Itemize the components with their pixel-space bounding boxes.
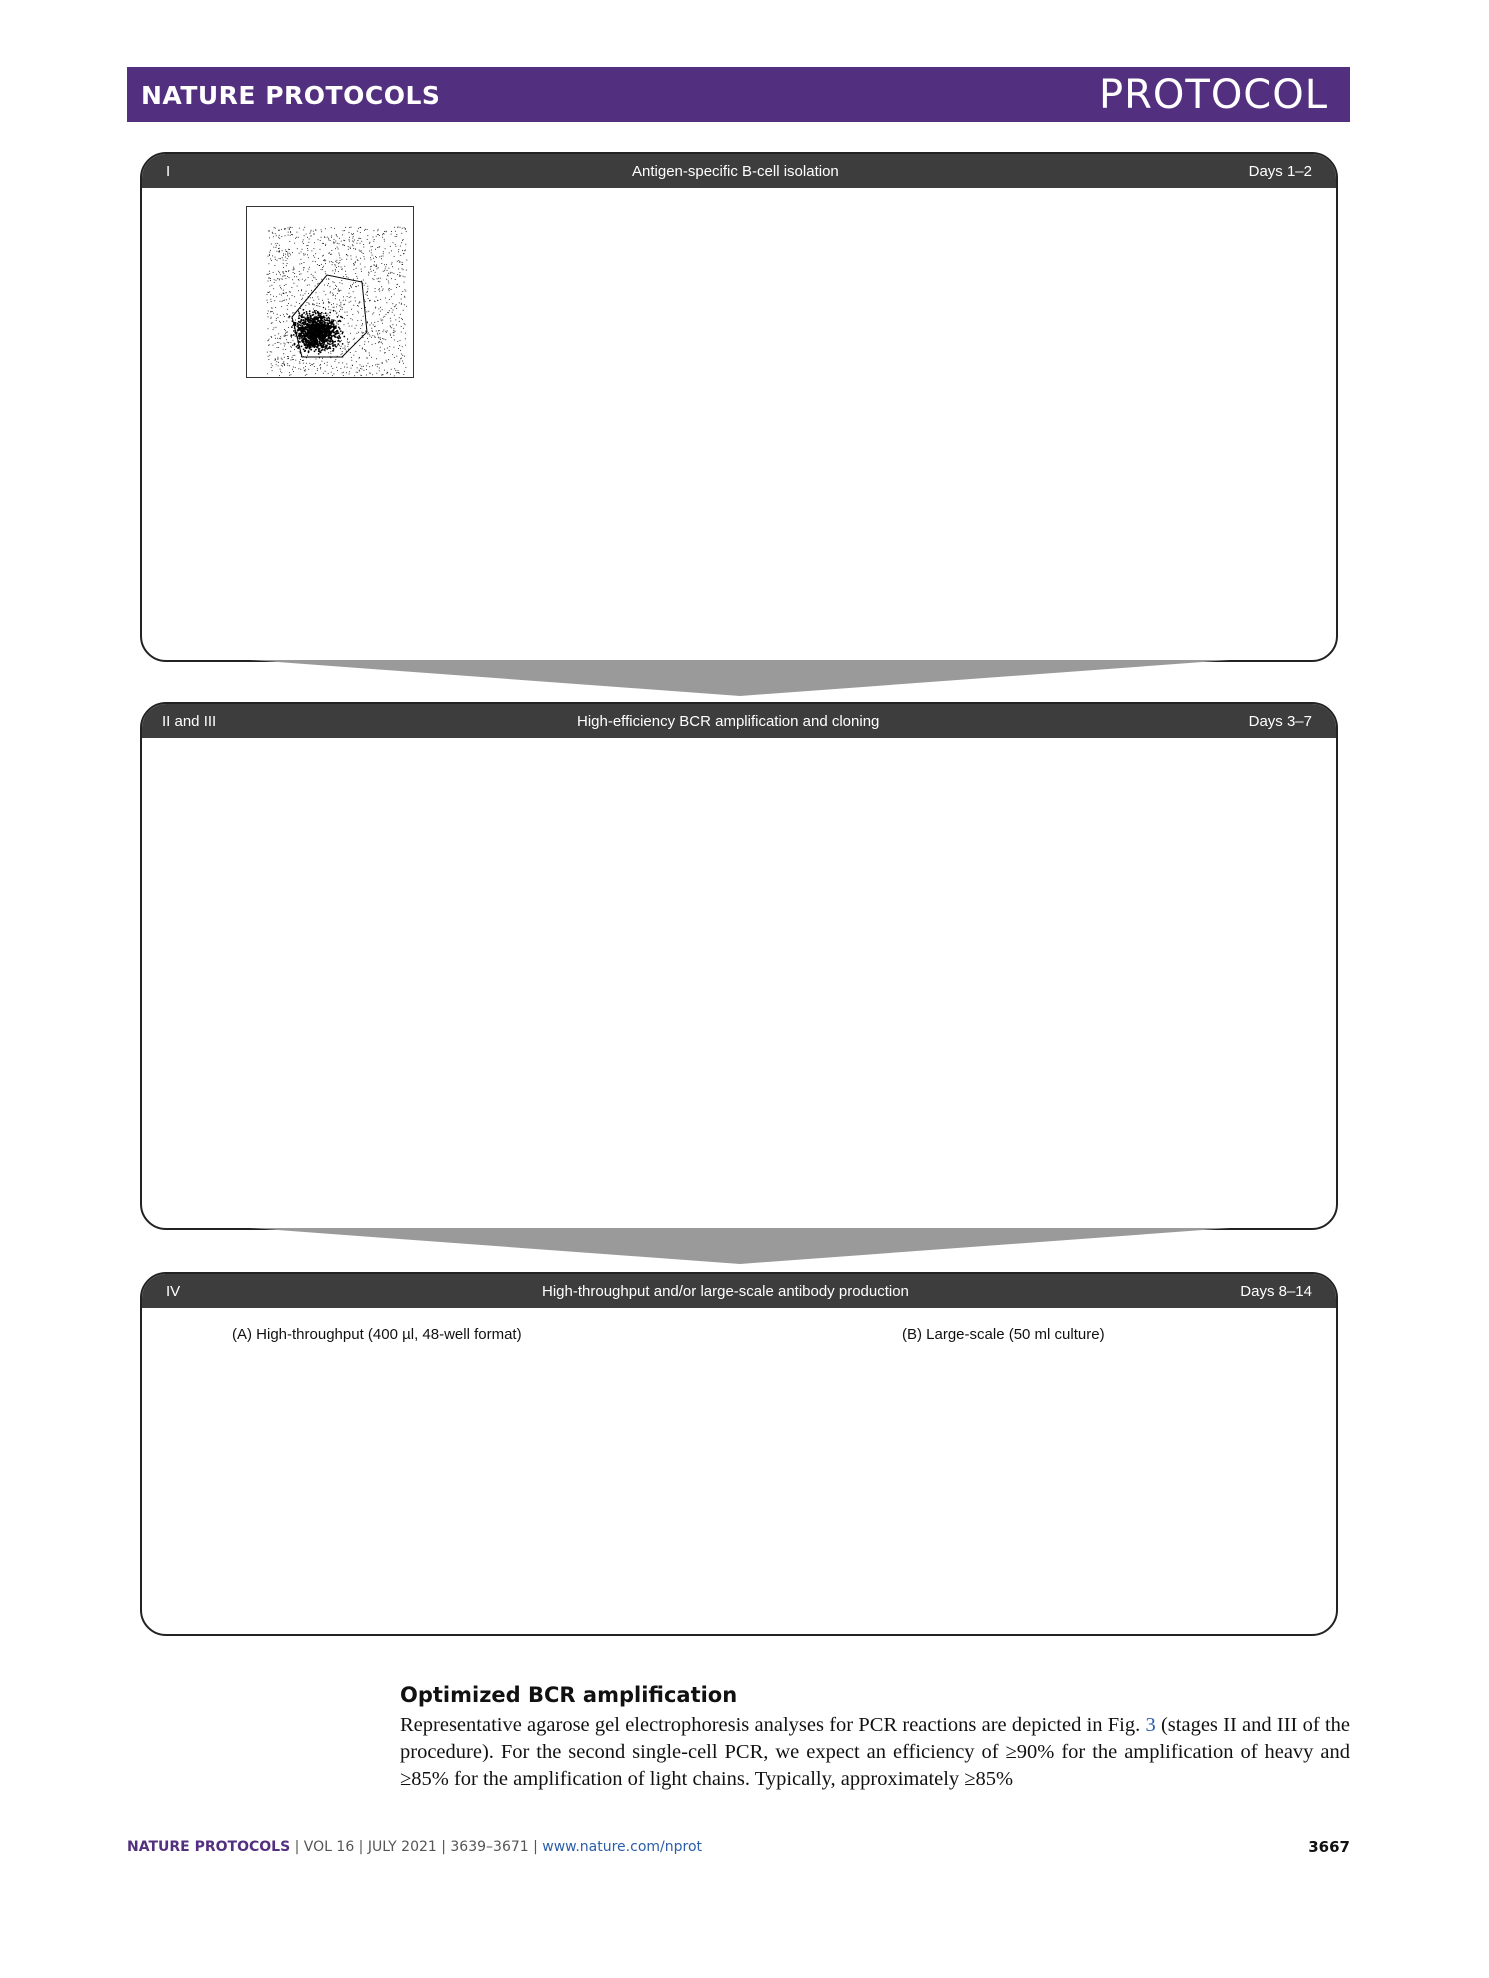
panel-title: High-efficiency BCR amplification and cloning (577, 713, 880, 730)
subfigure-a-title: (A) High-throughput (400 µl, 48-well format) (232, 1326, 522, 1343)
panel-days: Days 8–14 (1240, 1283, 1312, 1300)
facs-plot (246, 206, 414, 378)
stage-funnel-1 (250, 660, 1230, 703)
stage-number: II and III (162, 713, 217, 730)
scatter-dots (267, 227, 408, 377)
scatter-dots (289, 309, 346, 355)
footer-citation (127, 1838, 702, 1855)
article-type: PROTOCOL (1098, 72, 1328, 118)
section-heading: Optimized BCR amplification (400, 1683, 738, 1707)
figure-link[interactable]: 3 (1145, 1714, 1156, 1736)
footer-volume: | VOL 16 | JULY 2021 | 3639–3671 | (290, 1839, 543, 1855)
panel-title: Antigen-specific B-cell isolation (632, 163, 839, 180)
journal-banner (127, 67, 1350, 122)
stage-number: I (166, 163, 171, 180)
journal-name: NATURE PROTOCOLS (141, 81, 441, 110)
stage-funnel-2 (250, 1228, 1230, 1271)
footer-url[interactable]: www.nature.com/nprot (542, 1839, 703, 1855)
panel-antibody-production (140, 1272, 1338, 1636)
subfigure-b-title: (B) Large-scale (50 ml culture) (902, 1326, 1105, 1343)
body-paragraph: Representative agarose gel electrophoresis analyses for PCR reactions are depicted in Fig. 3 (stages II and III of the procedure). For the second single-cell PCR, we expect an efficiency of ≥90% for the amplification of heavy and ≥85% for the amplification of light chains. Typically, approximately ≥85% (400, 1714, 1350, 1790)
panel-days: Days 1–2 (1248, 163, 1312, 180)
panel-header (142, 1274, 1336, 1308)
panel-header (142, 704, 1336, 738)
footer-journal: NATURE PROTOCOLS (127, 1839, 291, 1855)
panel-bcr-amplification (140, 702, 1338, 1230)
page-number: 3667 (1308, 1838, 1350, 1856)
stage-number: IV (166, 1283, 181, 1300)
panel-title: High-throughput and/or large-scale antibody production (542, 1283, 909, 1300)
panel-days: Days 3–7 (1248, 713, 1312, 730)
panel-header (142, 154, 1336, 188)
panel-cell-isolation (140, 152, 1338, 662)
